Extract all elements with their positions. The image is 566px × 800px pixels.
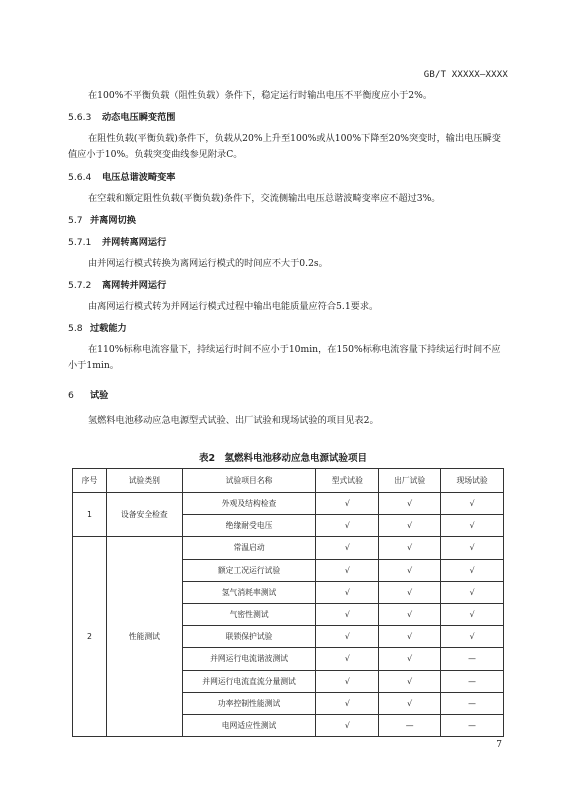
table-row — [73, 493, 504, 515]
item-name-cell: 常温启动 — [182, 537, 316, 559]
paragraph: 由离网运行模式转为并网运行模式过程中输出电能质量应符合5.1要求。 — [88, 301, 379, 312]
section-heading: 5.6.3 动态电压瞬变范围 — [68, 112, 176, 123]
item-name-cell: 外观及结构检查 — [182, 493, 316, 515]
body-text — [68, 88, 508, 429]
type-test-cell: √ — [316, 515, 379, 537]
factory-test-cell: √ — [379, 603, 441, 625]
item-name-cell: 并网运行电流直流分量测试 — [182, 670, 316, 692]
paragraph: 由并网运行模式转换为离网运行模式的时间应不大于0.2s。 — [88, 258, 328, 269]
type-test-cell: √ — [316, 581, 379, 603]
factory-test-cell: √ — [379, 515, 441, 537]
header-item-name: 试验项目名称 — [182, 469, 316, 493]
item-name-cell: 电网适应性测试 — [182, 714, 316, 736]
item-name-cell: 氢气消耗率测试 — [182, 581, 316, 603]
factory-test-cell: — — [379, 714, 441, 736]
type-test-cell: √ — [316, 626, 379, 648]
site-test-cell: — — [441, 648, 504, 670]
factory-test-cell: √ — [379, 648, 441, 670]
standard-code: GB/T XXXXX—XXXX — [423, 70, 508, 80]
paragraph: 氢燃料电池移动应急电源型式试验、出厂试验和现场试验的项目见表2。 — [88, 415, 379, 426]
site-test-cell: √ — [441, 493, 504, 515]
header-type-test: 型式试验 — [316, 469, 379, 493]
category-cell: 设备安全检查 — [106, 493, 182, 537]
section-heading: 5.7 并离网切换 — [68, 215, 136, 226]
site-test-cell: √ — [441, 515, 504, 537]
seq-cell: 2 — [73, 537, 107, 737]
type-test-cell: √ — [316, 559, 379, 581]
factory-test-cell: √ — [379, 581, 441, 603]
item-name-cell: 功率控制性能测试 — [182, 692, 316, 714]
section-heading: 5.7.2 离网转并网运行 — [68, 280, 167, 291]
site-test-cell: √ — [441, 581, 504, 603]
site-test-cell: — — [441, 692, 504, 714]
site-test-cell: √ — [441, 626, 504, 648]
type-test-cell: √ — [316, 692, 379, 714]
page-number: 7 — [496, 740, 502, 750]
type-test-cell: √ — [316, 537, 379, 559]
site-test-cell: √ — [441, 537, 504, 559]
section-heading: 5.6.4 电压总谐波畸变率 — [68, 172, 176, 183]
item-name-cell: 绝缘耐受电压 — [182, 515, 316, 537]
table-caption: 表2 氢燃料电池移动应急电源试验项目 — [198, 453, 368, 464]
type-test-cell: √ — [316, 670, 379, 692]
factory-test-cell: √ — [379, 493, 441, 515]
site-test-cell: √ — [441, 559, 504, 581]
paragraph: 在100%不平衡负载（阻性负载）条件下，稳定运行时输出电压不平衡度应小于2%。 — [88, 90, 433, 101]
factory-test-cell: √ — [379, 670, 441, 692]
type-test-cell: √ — [316, 493, 379, 515]
factory-test-cell: √ — [379, 537, 441, 559]
site-test-cell: — — [441, 670, 504, 692]
type-test-cell: √ — [316, 714, 379, 736]
factory-test-cell: √ — [379, 559, 441, 581]
header-category: 试验类别 — [106, 469, 182, 493]
paragraph: 在110%标称电流容量下，持续运行时间不应小于10min，在150%标称电流容量下持续运行时间不应小于1min。 — [68, 344, 501, 371]
category-cell: 性能测试 — [106, 537, 182, 737]
test-items-table — [72, 468, 504, 737]
section-heading: 6 试验 — [68, 390, 109, 401]
table-header-row — [73, 469, 504, 493]
item-name-cell: 联锁保护试验 — [182, 626, 316, 648]
factory-test-cell: √ — [379, 626, 441, 648]
table-row — [73, 537, 504, 559]
item-name-cell: 气密性测试 — [182, 603, 316, 625]
item-name-cell: 并网运行电流谐波测试 — [182, 648, 316, 670]
header-factory-test: 出厂试验 — [379, 469, 441, 493]
type-test-cell: √ — [316, 648, 379, 670]
header-site-test: 现场试验 — [441, 469, 504, 493]
seq-cell: 1 — [73, 493, 107, 537]
item-name-cell: 额定工况运行试验 — [182, 559, 316, 581]
section-heading: 5.8 过载能力 — [68, 323, 127, 334]
factory-test-cell: √ — [379, 692, 441, 714]
site-test-cell: √ — [441, 603, 504, 625]
header-seq: 序号 — [73, 469, 107, 493]
section-heading: 5.7.1 并网转离网运行 — [68, 237, 167, 248]
paragraph: 在空载和额定阻性负载(平衡负载)条件下，交流侧输出电压总谐波畸变率应不超过3%。 — [88, 193, 441, 204]
type-test-cell: √ — [316, 603, 379, 625]
site-test-cell: — — [441, 714, 504, 736]
paragraph: 在阻性负载(平衡负载)条件下，负载从20%上升至100%或从100%下降至20%突变时，输出电压瞬变值应小于10%。负载突变曲线参见附录C。 — [68, 133, 501, 160]
